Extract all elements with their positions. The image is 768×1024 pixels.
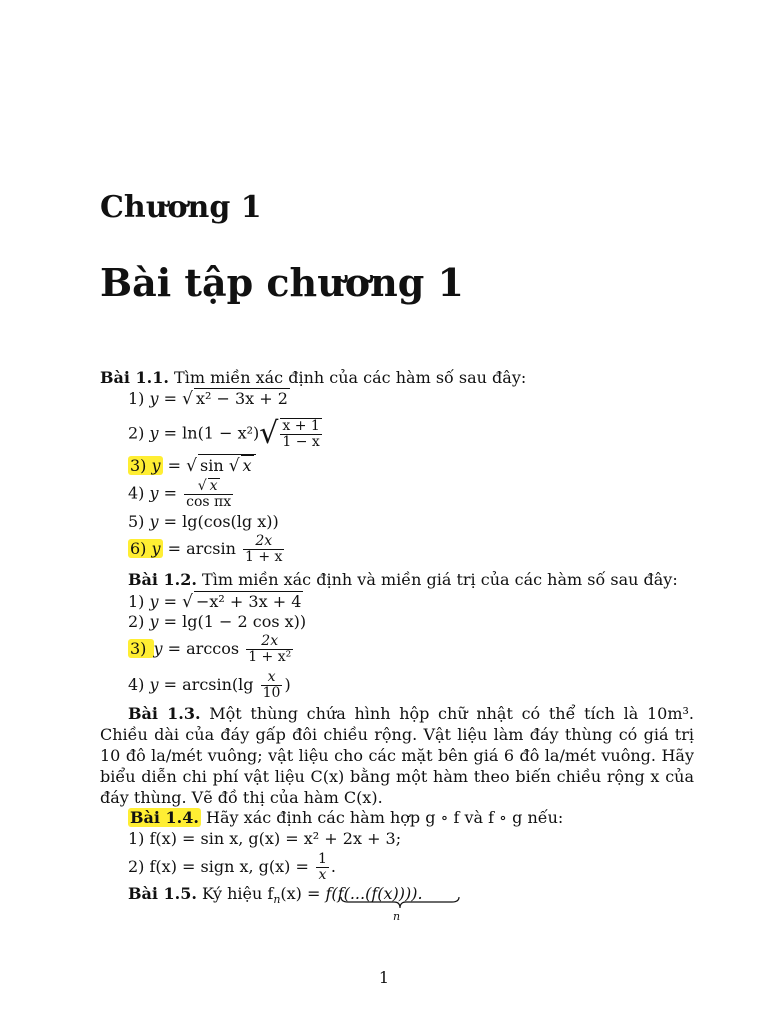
- exercise-label: Bài 1.4.: [130, 808, 199, 827]
- item-lhs: y =: [149, 612, 183, 631]
- fraction-denominator: x: [316, 867, 329, 883]
- item-expression: arcsin: [186, 539, 242, 558]
- period: .: [330, 857, 337, 876]
- exercise-1-2-item-4: [128, 670, 291, 701]
- exercise-label: Bài 1.1.: [100, 368, 169, 387]
- sqrt-icon: √: [259, 416, 279, 451]
- exercise-1-1-item-1: [128, 388, 290, 409]
- item-number: 3): [130, 639, 152, 658]
- item-lhs: y =: [149, 512, 183, 531]
- item-lhs: y =: [149, 423, 183, 443]
- exercise-1-2-item-1: [128, 591, 303, 612]
- underbrace-text: n: [393, 910, 401, 923]
- fraction-numerator: 2x: [261, 633, 279, 649]
- sqrt-icon: √: [182, 592, 193, 612]
- item-number: 1): [128, 389, 150, 408]
- sqrt-inner: x: [209, 478, 218, 494]
- item-expression: lg(1 − 2 cos x)): [182, 612, 307, 631]
- fraction-denominator: 1 − x: [282, 434, 320, 450]
- fraction: [316, 852, 329, 883]
- exercise-1-2-header: [128, 570, 678, 590]
- highlight-marker: [128, 456, 163, 475]
- sqrt-icon: √: [228, 456, 240, 476]
- item-lhs: y: [151, 539, 161, 558]
- sqrt-icon: √: [182, 389, 193, 409]
- exercise-label: Bài 1.2.: [128, 570, 197, 589]
- item-number: 2): [128, 612, 150, 631]
- exercise-1-1-item-4: [128, 478, 235, 510]
- item-number: 2): [128, 423, 150, 443]
- item-lhs: y: [151, 456, 161, 475]
- item-expression: arccos: [186, 639, 245, 658]
- exercise-label: Bài 1.5.: [128, 884, 197, 903]
- exercise-1-1-item-6: [128, 534, 286, 565]
- item-number: 4): [128, 675, 150, 694]
- exercise-1-1-item-3: [128, 454, 256, 476]
- item-expression: sin: [199, 456, 229, 475]
- exercise-text: Một thùng chứa hình hộp chữ nhật có thể tích là 10m³. Chiều dài của đáy gấp đôi chiều rộng. Vật liệu làm đáy thùng có giá trị 10 đô la/mét vuông; vật liệu cho các mặt bên giá 6 đô la/mét vuông. Hãy biểu diễn chi phí vật liệu C(x) bằng một hàm theo biến chiều rộng x của đáy thùng. Vẽ đồ thị của hàm C(x).: [100, 704, 695, 807]
- exercise-1-3: [100, 703, 694, 808]
- equals-sign: =: [162, 639, 187, 658]
- item-expression: lg(cos(lg x)): [182, 512, 279, 531]
- underbrace-label: [393, 911, 400, 923]
- exercise-1-1-header: [100, 368, 526, 388]
- fraction-denominator: 1 + x²: [248, 649, 292, 665]
- sqrt-body: [198, 454, 256, 476]
- item-lhs: y =: [149, 483, 183, 503]
- equals-sign: =: [162, 456, 187, 475]
- exercise-1-2-item-2: [128, 612, 306, 632]
- composition-expression: f(f(...(f(x)))).: [325, 884, 423, 903]
- sqrt-inner: x: [242, 456, 252, 475]
- highlight-marker: [128, 539, 163, 558]
- exercise-text: Tìm miền xác định và miền giá trị của các hàm số sau đây:: [202, 570, 678, 589]
- item-expression: ln(1 − x²): [182, 423, 260, 443]
- fraction-numerator: x: [267, 669, 276, 685]
- item-number: 1): [128, 592, 150, 611]
- exercise-text: Hãy xác định các hàm hợp g ∘ f và f ∘ g nếu:: [206, 808, 564, 827]
- item-expression: x² − 3x + 2: [195, 389, 288, 408]
- sqrt-icon: √: [186, 456, 197, 476]
- item-lhs: y =: [149, 389, 183, 408]
- item-lhs: y =: [149, 592, 183, 611]
- highlight-marker: [128, 639, 154, 658]
- chapter-label: Chương 1: [100, 190, 262, 225]
- fraction: [261, 670, 283, 701]
- subscript: n: [273, 893, 281, 907]
- fraction-numerator: 1: [318, 851, 327, 867]
- fraction-numerator: 2x: [255, 533, 273, 549]
- exercise-1-4-item-1: [128, 829, 401, 849]
- item-number: 5): [128, 512, 150, 531]
- closing-paren: ): [284, 675, 291, 694]
- item-expression: −x² + 3x + 4: [195, 592, 302, 611]
- fraction: [243, 534, 284, 565]
- fraction-numerator: [184, 478, 233, 494]
- item-number: 6): [130, 539, 152, 558]
- item-lhs: y =: [149, 675, 183, 694]
- exercise-1-1-item-2: [128, 418, 324, 450]
- page-number: 1: [378, 968, 390, 987]
- highlight-marker: [128, 808, 201, 827]
- exercise-label: Bài 1.3.: [128, 704, 201, 723]
- fraction-denominator: 10: [262, 685, 281, 701]
- exercise-1-4-header: [128, 808, 563, 828]
- equals-sign: (x) =: [280, 884, 326, 903]
- fraction-denominator: cos πx: [186, 494, 232, 510]
- exercise-1-4-item-2: [128, 852, 336, 883]
- item-expression: 1) f(x) = sin x, g(x) = x² + 2x + 3;: [128, 829, 402, 848]
- exercise-text: Ký hiệu f: [202, 884, 274, 903]
- exercise-1-1-item-5: [128, 512, 279, 532]
- fraction: [246, 634, 293, 665]
- chapter-title: Bài tập chương 1: [100, 260, 464, 305]
- fraction-numerator: x + 1: [282, 418, 320, 434]
- exercise-text: Tìm miền xác định của các hàm số sau đây:: [174, 368, 527, 387]
- fraction: [184, 478, 233, 510]
- item-number: 3): [130, 456, 152, 475]
- fraction: [280, 418, 321, 450]
- underbrace-icon: [340, 896, 460, 910]
- equals-sign: =: [162, 539, 187, 558]
- item-expression: arcsin(lg: [182, 675, 259, 694]
- sqrt-icon: √: [197, 478, 207, 494]
- item-lhs: y: [153, 639, 163, 658]
- fraction-denominator: 1 + x: [245, 549, 283, 565]
- item-number: 4): [128, 483, 150, 503]
- item-expression: 2) f(x) = sign x, g(x) =: [128, 857, 314, 876]
- exercise-1-2-item-3: [128, 634, 295, 665]
